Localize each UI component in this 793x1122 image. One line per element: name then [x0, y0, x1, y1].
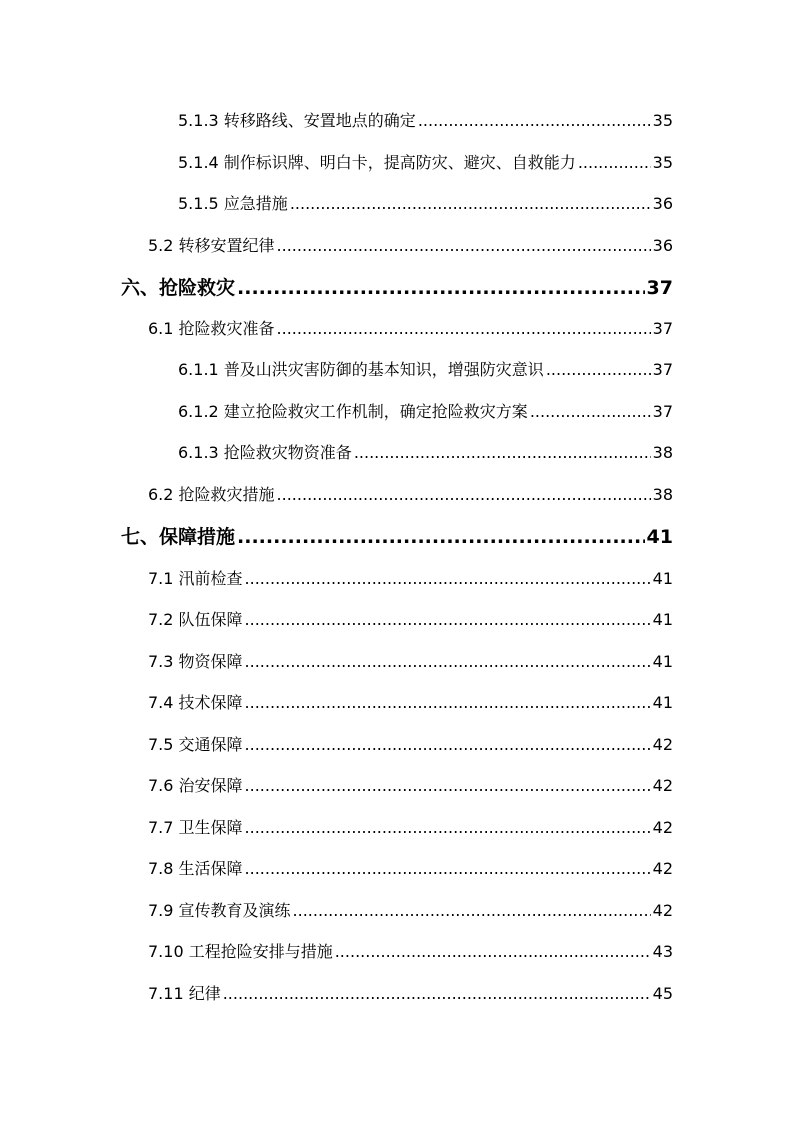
- toc-entry-5-2[interactable]: [148, 233, 673, 256]
- toc-page-number: 43: [652, 942, 673, 961]
- toc-leader-dots: [245, 859, 651, 878]
- toc-entry-label: 7.2 队伍保障: [148, 610, 243, 629]
- toc-entry-chapter-6[interactable]: [121, 273, 673, 300]
- toc-page-number: 41: [652, 652, 673, 671]
- toc-leader-dots: [245, 693, 651, 712]
- toc-entry-6-2[interactable]: [148, 482, 673, 505]
- toc-leader-dots: [237, 277, 645, 299]
- toc-entry-label: 7.4 技术保障: [148, 693, 243, 712]
- toc-leader-dots: [245, 652, 651, 671]
- toc-leader-dots: [546, 360, 651, 379]
- toc-entry-7-4[interactable]: [148, 690, 673, 713]
- toc-entry-label: 7.1 汛前检查: [148, 569, 243, 588]
- toc-entry-7-7[interactable]: [148, 815, 673, 838]
- toc-entry-7-5[interactable]: [148, 732, 673, 755]
- toc-entry-label: 7.3 物资保障: [148, 652, 243, 671]
- toc-page-number: 37: [652, 319, 673, 338]
- toc-entry-7-3[interactable]: [148, 649, 673, 672]
- toc-entry-6-1-1[interactable]: [178, 357, 673, 380]
- toc-leader-dots: [245, 569, 651, 588]
- toc-entry-7-1[interactable]: [148, 566, 673, 589]
- toc-page-number: 42: [652, 735, 673, 754]
- toc-leader-dots: [237, 526, 645, 548]
- toc-entry-label: 7.9 宣传教育及演练: [148, 901, 291, 920]
- toc-entry-chapter-7[interactable]: [121, 522, 673, 549]
- toc-leader-dots: [335, 942, 651, 961]
- toc-leader-dots: [223, 984, 651, 1003]
- toc-page-number: 42: [652, 859, 673, 878]
- toc-entry-label: 6.1.1 普及山洪灾害防御的基本知识，增强防灾意识: [178, 360, 544, 379]
- toc-page-number: 42: [652, 776, 673, 795]
- toc-page-number: 35: [652, 153, 673, 172]
- toc-entry-label: 7.6 治安保障: [148, 776, 243, 795]
- toc-page-number: 42: [652, 901, 673, 920]
- toc-entry-label: 5.1.3 转移路线、安置地点的确定: [178, 111, 416, 130]
- toc-entry-7-6[interactable]: [148, 773, 673, 796]
- toc-page-number: 38: [652, 485, 673, 504]
- toc-leader-dots: [530, 402, 651, 421]
- toc-leader-dots: [277, 485, 651, 504]
- toc-entry-7-2[interactable]: [148, 607, 673, 630]
- toc-entry-label: 7.8 生活保障: [148, 859, 243, 878]
- toc-leader-dots: [245, 776, 651, 795]
- toc-entry-label: 6.1.3 抢险救灾物资准备: [178, 443, 352, 462]
- toc-page-number: 41: [652, 610, 673, 629]
- toc-entry-label: 7.7 卫生保障: [148, 818, 243, 837]
- toc-page-number: 36: [652, 194, 673, 213]
- toc-entry-label: 7.5 交通保障: [148, 735, 243, 754]
- toc-entry-label: 5.1.5 应急措施: [178, 194, 288, 213]
- toc-entry-label: 6.2 抢险救灾措施: [148, 485, 275, 504]
- toc-leader-dots: [290, 194, 651, 213]
- toc-page-number: 41: [652, 693, 673, 712]
- toc-page-number: 37: [652, 402, 673, 421]
- toc-leader-dots: [245, 735, 651, 754]
- toc-entry-5-1-4[interactable]: [178, 150, 673, 173]
- toc-entry-label: 7.10 工程抢险安排与措施: [148, 942, 333, 961]
- toc-page-number: 41: [646, 526, 673, 548]
- toc-page-number: 41: [652, 569, 673, 588]
- toc-entry-label: 7.11 纪律: [148, 984, 221, 1003]
- toc-leader-dots: [354, 443, 651, 462]
- toc-leader-dots: [293, 901, 651, 920]
- toc-leader-dots: [277, 236, 651, 255]
- toc-entry-label: 六、抢险救灾: [121, 277, 236, 299]
- toc-entry-7-11[interactable]: [148, 981, 673, 1004]
- toc-entry-label: 5.2 转移安置纪律: [148, 236, 275, 255]
- toc-page-number: 42: [652, 818, 673, 837]
- toc-entry-label: 5.1.4 制作标识牌、明白卡，提高防灾、避灾、自救能力: [178, 153, 576, 172]
- toc-entry-6-1[interactable]: [148, 316, 673, 339]
- toc-page-number: 35: [652, 111, 673, 130]
- toc-leader-dots: [277, 319, 651, 338]
- toc-leader-dots: [245, 610, 651, 629]
- toc-leader-dots: [245, 818, 651, 837]
- toc-entry-label: 七、保障措施: [121, 526, 236, 548]
- toc-entry-label: 6.1.2 建立抢险救灾工作机制，确定抢险救灾方案: [178, 402, 528, 421]
- toc-entry-6-1-3[interactable]: [178, 440, 673, 463]
- toc-entry-7-10[interactable]: [148, 939, 673, 962]
- toc-leader-dots: [418, 111, 651, 130]
- toc-entry-7-8[interactable]: [148, 856, 673, 879]
- toc-page-number: 37: [652, 360, 673, 379]
- toc-page-number: 36: [652, 236, 673, 255]
- toc-page-number: 38: [652, 443, 673, 462]
- toc-page-number: 45: [652, 984, 673, 1003]
- toc-leader-dots: [578, 153, 651, 172]
- toc-entry-label: 6.1 抢险救灾准备: [148, 319, 275, 338]
- toc-entry-5-1-3[interactable]: [178, 108, 673, 131]
- toc-entry-6-1-2[interactable]: [178, 399, 673, 422]
- toc-entry-5-1-5[interactable]: [178, 191, 673, 214]
- toc-entry-7-9[interactable]: [148, 898, 673, 921]
- toc-page-number: 37: [646, 277, 673, 299]
